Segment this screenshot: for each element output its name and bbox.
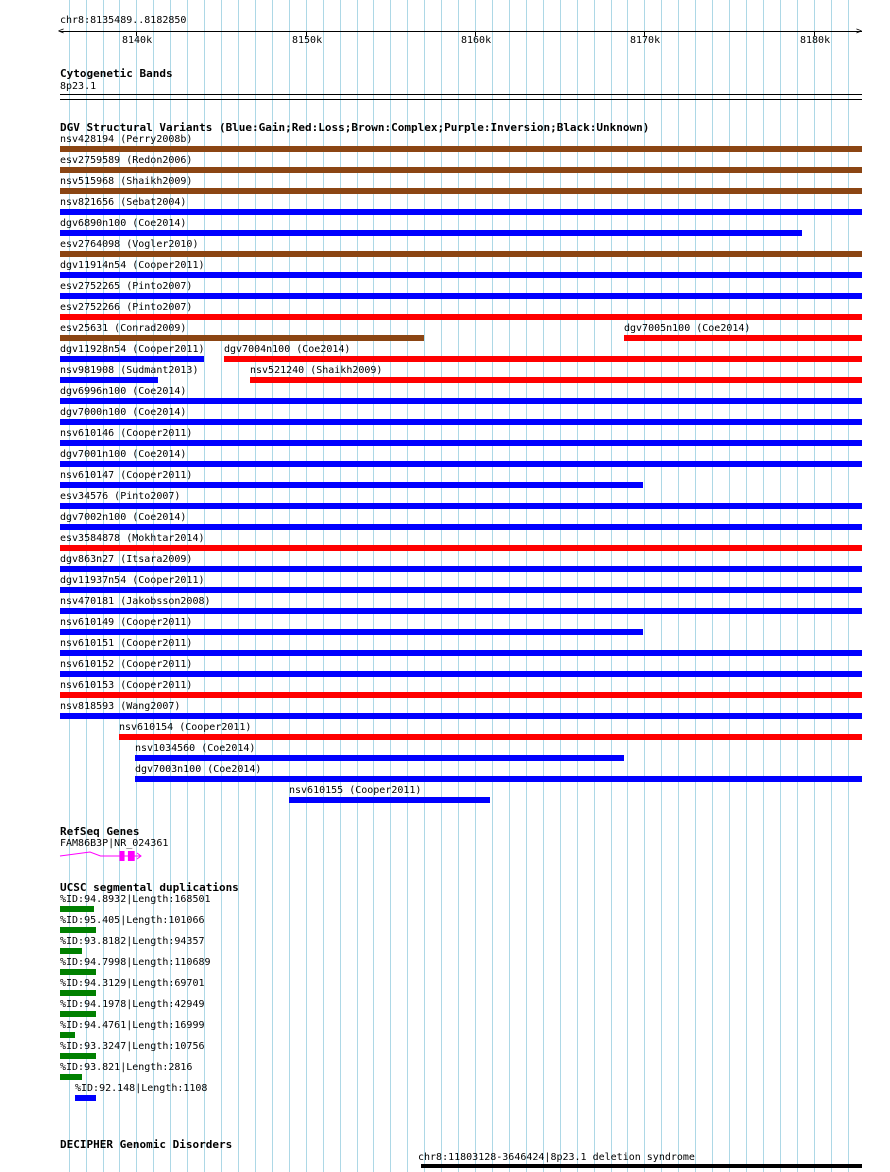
- segdup-bar[interactable]: [60, 948, 82, 954]
- segdup-label[interactable]: %ID:93.8182|Length:94357: [60, 936, 205, 947]
- dgv-feature-bar[interactable]: [60, 440, 862, 446]
- dgv-feature-bar[interactable]: [60, 503, 862, 509]
- dgv-feature-label[interactable]: nsv610155 (Cooper2011): [289, 785, 422, 796]
- dgv-feature-label[interactable]: nsv521240 (Shaikh2009): [250, 365, 383, 376]
- dgv-feature-bar[interactable]: [60, 251, 862, 257]
- ruler-tick-label: 8160k: [461, 35, 492, 46]
- dgv-feature-label[interactable]: nsv610151 (Cooper2011): [60, 638, 193, 649]
- dgv-feature-bar[interactable]: [60, 314, 862, 320]
- dgv-feature-label[interactable]: dgv7003n100 (Coe2014): [135, 764, 262, 775]
- dgv-feature-label[interactable]: nsv1034560 (Coe2014): [135, 743, 256, 754]
- dgv-feature-bar[interactable]: [250, 377, 862, 383]
- region-label: chr8:8135489..8182850: [60, 15, 187, 26]
- dgv-feature-bar[interactable]: [60, 608, 862, 614]
- dgv-feature-bar[interactable]: [224, 356, 862, 362]
- dgv-feature-label[interactable]: nsv610149 (Cooper2011): [60, 617, 193, 628]
- segdup-bar[interactable]: [60, 1011, 96, 1017]
- dgv-feature-bar[interactable]: [60, 650, 862, 656]
- dgv-feature-bar[interactable]: [60, 356, 204, 362]
- dgv-feature-bar[interactable]: [135, 755, 624, 761]
- segdup-label[interactable]: %ID:94.4761|Length:16999: [60, 1020, 205, 1031]
- segdup-label[interactable]: %ID:93.3247|Length:10756: [60, 1041, 205, 1052]
- dgv-title: DGV Structural Variants (Blue:Gain;Red:Loss;Brown:Complex;Purple:Inversion;Black:Unknown): [60, 121, 650, 134]
- dgv-feature-label[interactable]: esv25631 (Conrad2009): [60, 323, 187, 334]
- dgv-feature-label[interactable]: esv2759589 (Redon2006): [60, 155, 193, 166]
- dgv-feature-label[interactable]: dgv7000n100 (Coe2014): [60, 407, 187, 418]
- segdup-label[interactable]: %ID:95.405|Length:101066: [60, 915, 205, 926]
- dgv-feature-label[interactable]: nsv821656 (Sebat2004): [60, 197, 187, 208]
- dgv-feature-bar[interactable]: [60, 377, 158, 383]
- dgv-feature-bar[interactable]: [60, 587, 862, 593]
- segdup-bar[interactable]: [60, 1074, 82, 1080]
- dgv-feature-bar[interactable]: [60, 461, 862, 467]
- decipher-feature-bar[interactable]: [421, 1164, 862, 1168]
- dgv-feature-bar[interactable]: [60, 398, 862, 404]
- dgv-feature-bar[interactable]: [60, 209, 862, 215]
- refseq-gene-model[interactable]: [0, 848, 890, 864]
- dgv-feature-label[interactable]: nsv981908 (Sudmant2013): [60, 365, 199, 376]
- ruler-axis-line: [60, 31, 862, 32]
- dgv-feature-label[interactable]: nsv610152 (Cooper2011): [60, 659, 193, 670]
- dgv-feature-label[interactable]: dgv11914n54 (Cooper2011): [60, 260, 205, 271]
- gene-exon: [128, 851, 135, 861]
- segdup-label[interactable]: %ID:94.3129|Length:69701: [60, 978, 205, 989]
- refseq-gene-label[interactable]: FAM86B3P|NR_024361: [60, 838, 169, 849]
- decipher-feature-label[interactable]: chr8:11803128-3646424|8p23.1 deletion syndrome: [418, 1152, 695, 1163]
- dgv-feature-label[interactable]: dgv11928n54 (Cooper2011): [60, 344, 205, 355]
- dgv-feature-bar[interactable]: [135, 776, 862, 782]
- dgv-feature-bar[interactable]: [60, 545, 862, 551]
- dgv-feature-bar[interactable]: [60, 671, 862, 677]
- dgv-feature-label[interactable]: nsv818593 (Wang2007): [60, 701, 181, 712]
- dgv-feature-bar[interactable]: [60, 692, 862, 698]
- ruler-tick-label: 8180k: [800, 35, 831, 46]
- segdup-label[interactable]: %ID:93.821|Length:2816: [60, 1062, 193, 1073]
- segdup-bar[interactable]: [60, 990, 96, 996]
- cytoband-line-top: [60, 94, 862, 95]
- dgv-feature-bar[interactable]: [119, 734, 862, 740]
- dgv-feature-label[interactable]: dgv7001n100 (Coe2014): [60, 449, 187, 460]
- dgv-feature-label[interactable]: dgv7004n100 (Coe2014): [224, 344, 351, 355]
- gene-exon: [119, 851, 124, 861]
- dgv-feature-bar[interactable]: [60, 713, 862, 719]
- segdup-bar[interactable]: [60, 1032, 75, 1038]
- segdup-label[interactable]: %ID:94.8932|Length:168501: [60, 894, 211, 905]
- segdup-label[interactable]: %ID:92.148|Length:1108: [75, 1083, 208, 1094]
- segdup-bar[interactable]: [60, 927, 96, 933]
- ruler-tick-label: 8170k: [630, 35, 661, 46]
- segdup-label[interactable]: %ID:94.1978|Length:42949: [60, 999, 205, 1010]
- dgv-feature-label[interactable]: nsv428194 (Perry2008b): [60, 134, 193, 145]
- ruler-right-arrow: >: [856, 26, 863, 37]
- dgv-feature-label[interactable]: nsv515968 (Shaikh2009): [60, 176, 193, 187]
- cytoband-label: 8p23.1: [60, 81, 97, 92]
- ruler-tick-label: 8140k: [122, 35, 153, 46]
- segdups-title: UCSC segmental duplications: [60, 881, 239, 894]
- cytobands-title: Cytogenetic Bands: [60, 67, 173, 80]
- dgv-feature-label[interactable]: esv2752265 (Pinto2007): [60, 281, 193, 292]
- segdup-bar[interactable]: [60, 1053, 96, 1059]
- segdup-bar[interactable]: [60, 906, 94, 912]
- decipher-title: DECIPHER Genomic Disorders: [60, 1138, 233, 1151]
- dgv-feature-bar[interactable]: [60, 272, 862, 278]
- ruler-left-arrow: <: [58, 26, 65, 37]
- dgv-feature-label[interactable]: nsv470181 (Jakobsson2008): [60, 596, 211, 607]
- dgv-feature-bar[interactable]: [60, 335, 424, 341]
- dgv-feature-label[interactable]: dgv7005n100 (Coe2014): [624, 323, 751, 334]
- dgv-feature-label[interactable]: nsv610153 (Cooper2011): [60, 680, 193, 691]
- dgv-feature-label[interactable]: nsv610147 (Cooper2011): [60, 470, 193, 481]
- dgv-feature-bar[interactable]: [60, 230, 802, 236]
- dgv-feature-label[interactable]: dgv863n27 (Itsara2009): [60, 554, 193, 565]
- dgv-feature-label[interactable]: dgv7002n100 (Coe2014): [60, 512, 187, 523]
- dgv-feature-bar[interactable]: [60, 566, 862, 572]
- segdup-label[interactable]: %ID:94.7998|Length:110689: [60, 957, 211, 968]
- dgv-feature-bar[interactable]: [60, 293, 862, 299]
- dgv-feature-bar[interactable]: [60, 146, 862, 152]
- dgv-feature-bar[interactable]: [624, 335, 862, 341]
- dgv-feature-label[interactable]: nsv610154 (Cooper2011): [119, 722, 252, 733]
- dgv-feature-label[interactable]: esv3584878 (Mokhtar2014): [60, 533, 205, 544]
- dgv-feature-bar[interactable]: [289, 797, 490, 803]
- dgv-feature-label[interactable]: esv34576 (Pinto2007): [60, 491, 181, 502]
- segdup-bar[interactable]: [60, 969, 96, 975]
- ruler-tick-label: 8150k: [292, 35, 323, 46]
- dgv-feature-label[interactable]: dgv6890n100 (Coe2014): [60, 218, 187, 229]
- dgv-feature-bar[interactable]: [60, 419, 862, 425]
- dgv-feature-label[interactable]: dgv11937n54 (Cooper2011): [60, 575, 205, 586]
- dgv-feature-label[interactable]: esv2752266 (Pinto2007): [60, 302, 193, 313]
- dgv-feature-bar[interactable]: [60, 629, 643, 635]
- dgv-feature-label[interactable]: nsv610146 (Cooper2011): [60, 428, 193, 439]
- cytoband-line-bottom: [60, 99, 862, 100]
- segdup-bar[interactable]: [75, 1095, 96, 1101]
- dgv-feature-bar[interactable]: [60, 524, 862, 530]
- dgv-feature-bar[interactable]: [60, 482, 643, 488]
- dgv-feature-bar[interactable]: [60, 188, 862, 194]
- dgv-feature-bar[interactable]: [60, 167, 862, 173]
- dgv-feature-label[interactable]: esv2764098 (Vogler2010): [60, 239, 199, 250]
- refseq-title: RefSeq Genes: [60, 825, 140, 838]
- dgv-feature-label[interactable]: dgv6996n100 (Coe2014): [60, 386, 187, 397]
